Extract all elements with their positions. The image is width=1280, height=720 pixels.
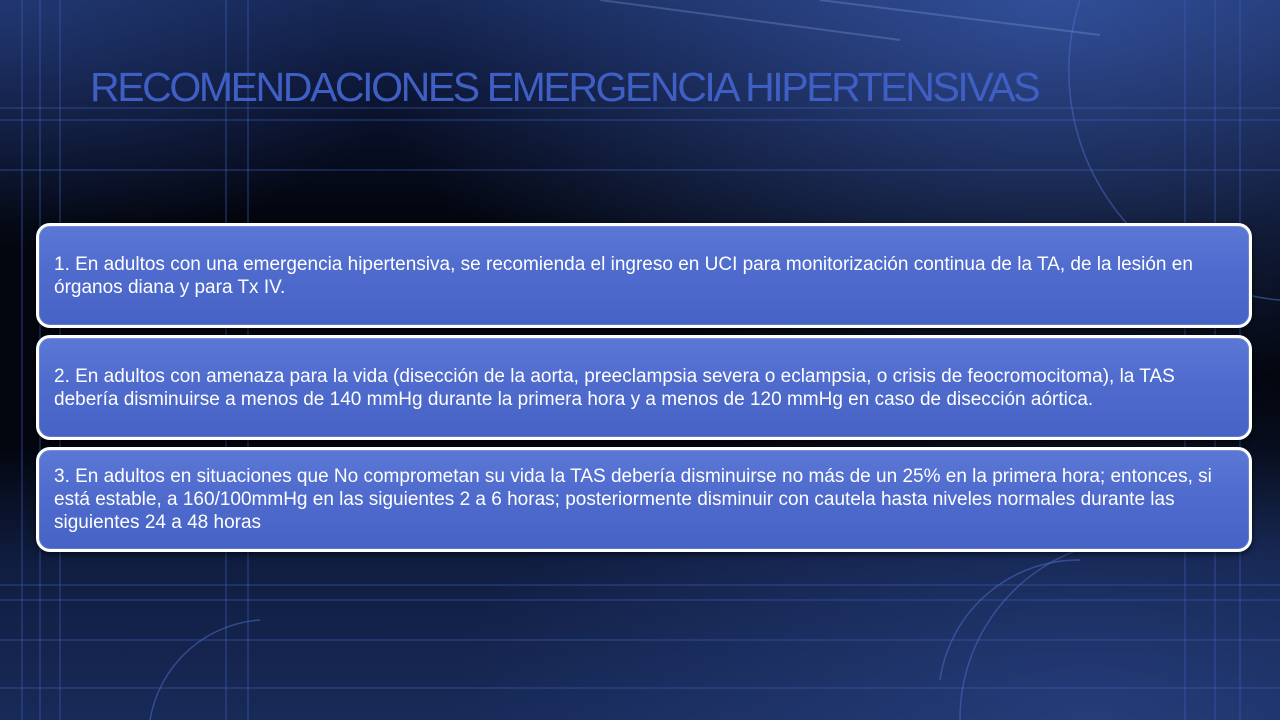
recommendation-box-3 — [36, 447, 1252, 552]
recommendation-box-1 — [36, 223, 1252, 328]
page-title: RECOMENDACIONES EMERGENCIA HIPERTENSIVAS — [90, 64, 1039, 110]
recommendation-text-1: 1. En adultos con una emergencia hipertensiva, se recomienda el ingreso en UCI para monitorización continua de la TA, de la lesión en órganos diana y para Tx IV. — [54, 253, 1193, 298]
recommendation-box-2 — [36, 335, 1252, 440]
recommendation-text-3: 3. En adultos en situaciones que No comprometan su vida la TAS debería disminuirse no más de un 25% en la primera hora; entonces, si está estable, a 160/100mmHg en las siguientes 2 a 6 horas; posteriormente disminuir con cautela hasta niveles normales durante las siguientes 24 a 48 horas — [54, 466, 1212, 533]
recommendation-text-2: 2. En adultos con amenaza para la vida (disección de la aorta, preeclampsia severa o eclampsia, o crisis de feocromocitoma), la TAS debería disminuirse a menos de 140 mmHg durante la primera hora y a menos de 120 mmHg en caso de disección aórtica. — [54, 365, 1175, 410]
